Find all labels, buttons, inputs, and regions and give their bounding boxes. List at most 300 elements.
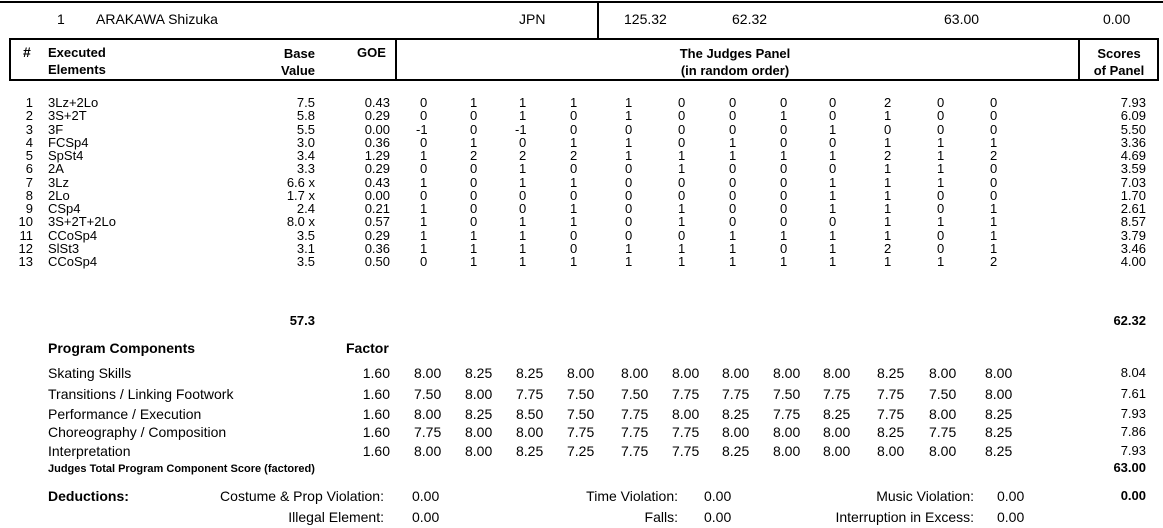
element-judge-score: 1 [678,148,686,163]
element-judge-score: 0 [829,95,837,110]
element-base-value: 2.4 [296,201,315,216]
header-divider-left [395,38,397,81]
element-judge-score: 0 [420,254,428,269]
element-judge-score: 0 [780,95,788,110]
component-judge-score: 8.00 [414,406,442,422]
element-judge-score: 0 [420,187,428,203]
element-judge-score: 1 [519,214,527,230]
component-judge-score: 7.50 [621,386,649,402]
element-judge-score: 0 [678,95,686,110]
element-judge-score: 0 [780,161,788,177]
component-judge-score: 8.00 [773,424,801,440]
element-judge-score: 0 [570,240,578,256]
element-num: 13 [18,254,33,269]
component-judge-score: 8.00 [985,365,1013,381]
element-judge-score: 0 [990,161,998,177]
element-judge-score: 0 [420,134,428,150]
component-judge-score: 7.75 [621,424,649,440]
element-panel-score: 7.03 [1120,174,1146,190]
element-judge-score: 1 [729,148,737,163]
element-name: CCoSp4 [48,254,98,269]
element-judge-score: 0 [780,174,788,190]
element-judge-score: 1 [990,227,998,243]
element-judge-score: 1 [519,240,527,256]
element-goe: 0.36 [364,134,390,150]
component-judge-score: 8.00 [722,424,750,440]
element-goe: 0.00 [364,187,390,203]
element-judge-score: 0 [470,214,478,230]
element-panel-score: 1.70 [1120,187,1146,203]
component-judge-score: 8.00 [722,365,750,381]
element-judge-score: 0 [625,121,633,137]
component-judge-score: 7.75 [773,406,801,422]
element-name: 3Lz+2Lo [48,95,99,110]
element-judge-score: 1 [625,148,633,163]
music-value: 0.00 [997,488,1025,504]
component-judge-score: 7.75 [823,386,851,402]
element-judge-score: 2 [884,148,892,163]
component-judge-score: 7.75 [567,424,595,440]
component-judge-score: 8.00 [823,365,851,381]
component-panel-score: 7.93 [1120,406,1146,421]
element-base-value: 8.0 x [286,214,315,230]
component-judge-score: 7.75 [672,424,700,440]
element-judge-score: 1 [420,227,428,243]
element-num: 2 [25,108,33,124]
element-judge-score: 0 [937,95,945,110]
component-judge-score: 8.25 [985,406,1013,422]
element-judge-score: 1 [829,121,837,137]
component-judge-score: 7.50 [929,386,957,402]
element-name: CCoSp4 [48,227,98,243]
time-label: Time Violation: [586,488,678,504]
element-base-value: 3.3 [296,161,315,177]
costume-value: 0.00 [412,488,440,504]
element-panel-score: 4.69 [1120,148,1146,163]
element-panel-score: 2.61 [1120,201,1146,216]
element-judge-score: 1 [625,254,633,269]
skater-name: ARAKAWA Shizuka [96,11,218,27]
component-name: Choreography / Composition [48,424,227,440]
component-judge-score: 8.25 [985,424,1013,440]
element-name: 3S+2T [48,108,87,124]
element-num: 1 [25,95,33,110]
components-total: 63.00 [1113,460,1146,475]
illegal-label: Illegal Element: [288,509,384,525]
component-judge-score: 8.25 [823,406,851,422]
element-goe: 0.21 [364,201,390,216]
header-scores: Scores [1097,46,1141,61]
component-judge-score: 8.25 [516,365,544,381]
element-judge-score: 0 [570,187,578,203]
element-judge-score: 0 [884,121,892,137]
element-goe: 0.50 [364,254,390,269]
element-judge-score: 2 [990,254,998,269]
element-goe: 0.29 [364,227,390,243]
element-judge-score: 0 [729,161,737,177]
element-judge-score: 0 [937,240,945,256]
element-judge-score: 1 [884,108,892,124]
element-judge-score: 1 [829,187,837,203]
element-judge-score: 1 [729,240,737,256]
element-judge-score: 0 [729,95,737,110]
component-judge-score: 7.75 [621,406,649,422]
element-judge-score: 1 [884,187,892,203]
component-factor: 1.60 [362,424,390,440]
element-panel-score: 5.50 [1120,121,1146,137]
element-judge-score: 0 [570,121,578,137]
element-judge-score: 1 [990,240,998,256]
element-judge-score: 1 [884,201,892,216]
element-goe: 0.00 [364,121,390,137]
component-judge-score: 7.50 [773,386,801,402]
deductions-total: 0.00 [1120,488,1146,503]
element-name: 3F [48,121,64,137]
element-judge-score: 0 [937,187,945,203]
component-judge-score: 8.00 [414,365,442,381]
component-judge-score: 8.25 [877,424,905,440]
element-base-value: 3.1 [296,240,315,256]
components-title: Program Components [48,340,196,356]
element-name: FCSp4 [48,134,89,150]
component-judge-score: 8.00 [672,406,700,422]
component-judge-score: 8.00 [672,365,700,381]
component-judge-score: 7.50 [414,386,442,402]
element-judge-score: 0 [990,121,998,137]
element-goe: 0.36 [364,240,390,256]
element-judge-score: 1 [729,254,737,269]
element-num: 9 [25,201,33,216]
element-judge-score: 0 [625,201,633,216]
component-panel-score: 7.93 [1120,443,1146,458]
music-label: Music Violation: [876,488,974,504]
element-judge-score: 1 [884,174,892,190]
element-judge-score: 1 [570,214,578,230]
element-base-value: 3.0 [296,134,315,150]
component-judge-score: 8.00 [877,443,905,459]
element-judge-score: 2 [470,148,478,163]
component-panel-score: 8.04 [1120,365,1146,380]
element-judge-score: 0 [780,240,788,256]
element-judge-score: 1 [519,95,527,110]
element-judge-score: 2 [570,148,578,163]
top-divider [597,2,599,38]
component-judge-score: 7.75 [929,424,957,440]
element-judge-score: 1 [780,254,788,269]
element-judge-score: 1 [780,108,788,124]
element-judge-score: 1 [570,254,578,269]
element-judge-score: 1 [829,201,837,216]
component-judge-score: 8.00 [823,443,851,459]
element-judge-score: 0 [937,201,945,216]
element-judge-score: 0 [990,95,998,110]
element-goe: 0.29 [364,161,390,177]
element-num: 4 [25,134,33,150]
element-judge-score: 1 [829,240,837,256]
element-judge-score: 0 [470,121,478,137]
element-judge-score: 1 [829,174,837,190]
element-judge-score: 1 [678,240,686,256]
element-judge-score: 1 [420,148,428,163]
element-judge-score: 0 [625,227,633,243]
element-name: 2Lo [48,187,70,203]
element-judge-score: 0 [937,108,945,124]
element-base-value: 3.4 [296,148,315,163]
element-judge-score: 1 [884,214,892,230]
component-judge-score: 7.75 [877,386,905,402]
component-judge-score: 7.75 [516,386,544,402]
header-box [9,38,1159,81]
component-judge-score: 8.25 [516,443,544,459]
element-judge-score: 1 [678,254,686,269]
element-judge-score: 0 [937,121,945,137]
element-goe: 0.57 [364,214,390,230]
component-judge-score: 7.50 [567,406,595,422]
component-judge-score: 8.00 [621,365,649,381]
element-name: CSp4 [48,201,81,216]
element-judge-score: 1 [420,174,428,190]
element-judge-score: 0 [470,201,478,216]
components-total-label: Judges Total Program Component Score (factored) [48,463,315,475]
element-judge-score: 0 [420,95,428,110]
element-judge-score: 1 [470,95,478,110]
element-judge-score: 0 [729,121,737,137]
component-judge-score: 7.75 [722,386,750,402]
element-num: 12 [18,240,33,256]
element-panel-score: 3.59 [1120,161,1146,177]
element-judge-score: 0 [420,108,428,124]
element-panel-score: 8.57 [1120,214,1146,230]
interruption-label: Interruption in Excess: [835,509,974,525]
header-executed: Executed [48,45,106,60]
header-of-panel: of Panel [1093,63,1145,78]
element-judge-score: 1 [570,134,578,150]
element-judge-score: 1 [884,134,892,150]
component-judge-score: 7.75 [414,424,442,440]
element-judge-score: 1 [470,227,478,243]
element-name: SlSt3 [48,240,80,256]
element-judge-score: 0 [678,108,686,124]
element-judge-score: 2 [990,148,998,163]
element-judge-score: 0 [420,161,428,177]
element-judge-score: 0 [470,187,478,203]
element-panel-score: 3.46 [1120,240,1146,256]
element-judge-score: 1 [625,108,633,124]
element-goe: 1.29 [364,148,390,163]
component-judge-score: 8.00 [773,443,801,459]
element-judge-score: 1 [570,95,578,110]
elements-total-score: 62.32 [1113,313,1146,328]
element-judge-score: 1 [829,254,837,269]
element-judge-score: 0 [780,187,788,203]
element-name: SpSt4 [48,148,84,163]
skater-rank: 1 [57,11,65,27]
element-judge-score: 0 [729,214,737,230]
total-segment-score: 125.32 [624,11,667,27]
element-num: 6 [25,161,33,177]
element-judge-score: 0 [729,201,737,216]
element-base-value: 3.5 [296,254,315,269]
component-judge-score: 8.00 [773,365,801,381]
element-judge-score: 1 [937,134,945,150]
element-judge-score: 0 [990,174,998,190]
element-judge-score: 1 [625,240,633,256]
element-judge-score: 0 [780,214,788,230]
element-judge-score: -1 [515,121,527,137]
component-judge-score: 8.00 [929,365,957,381]
element-judge-score: 0 [625,161,633,177]
element-judge-score: 1 [990,201,998,216]
element-judge-score: 0 [990,108,998,124]
element-judge-score: 1 [519,161,527,177]
element-judge-score: 0 [990,187,998,203]
element-judge-score: 1 [884,227,892,243]
element-judge-score: 1 [990,214,998,230]
component-judge-score: 8.00 [414,443,442,459]
component-panel-score: 7.86 [1120,424,1146,439]
element-name: 3Lz [48,174,69,190]
header-num: # [23,44,31,60]
component-factor: 1.60 [362,443,390,459]
element-judge-score: 1 [780,148,788,163]
interruption-value: 0.00 [997,509,1025,525]
component-judge-score: 8.00 [929,406,957,422]
component-panel-score: 7.61 [1120,386,1146,401]
component-judge-score: 8.00 [465,443,493,459]
element-judge-score: 0 [829,108,837,124]
element-goe: 0.43 [364,95,390,110]
element-judge-score: 0 [625,214,633,230]
header-value: Value [281,63,315,78]
element-judge-score: 0 [470,161,478,177]
component-name: Performance / Execution [48,406,202,422]
component-judge-score: 8.00 [567,365,595,381]
element-judge-score: 2 [884,240,892,256]
element-judge-score: 1 [519,254,527,269]
element-judge-score: 0 [678,187,686,203]
element-base-value: 5.8 [296,108,315,124]
element-judge-score: 1 [829,148,837,163]
component-judge-score: 8.25 [985,443,1013,459]
component-judge-score: 7.75 [877,406,905,422]
element-panel-score: 7.93 [1120,95,1146,110]
component-judge-score: 8.25 [722,406,750,422]
element-judge-score: 1 [625,95,633,110]
element-judge-score: 1 [625,134,633,150]
component-factor: 1.60 [362,386,390,402]
element-judge-score: 1 [884,254,892,269]
element-num: 5 [25,148,33,163]
component-name: Interpretation [48,443,131,459]
element-judge-score: 0 [678,134,686,150]
element-judge-score: 2 [884,95,892,110]
element-panel-score: 4.00 [1120,254,1146,269]
element-judge-score: 1 [470,254,478,269]
element-judge-score: 1 [829,227,837,243]
element-judge-score: 1 [420,240,428,256]
component-factor: 1.60 [362,365,390,381]
element-panel-score: 3.79 [1120,227,1146,243]
element-judge-score: 0 [829,214,837,230]
time-value: 0.00 [704,488,732,504]
illegal-value: 0.00 [412,509,440,525]
component-name: Transitions / Linking Footwork [48,386,234,402]
component-judge-score: 8.00 [985,386,1013,402]
element-num: 11 [19,227,33,243]
element-goe: 0.29 [364,108,390,124]
element-base-value: 6.6 x [286,174,315,190]
element-judge-score: 0 [729,108,737,124]
component-judge-score: 7.50 [567,386,595,402]
element-judge-score: 1 [780,227,788,243]
element-name: 3S+2T+2Lo [48,214,116,230]
element-judge-score: 0 [519,187,527,203]
total-element-score: 62.32 [732,11,768,27]
element-judge-score: 0 [625,174,633,190]
element-judge-score: 0 [729,174,737,190]
element-base-value: 3.5 [296,227,315,243]
element-judge-score: 1 [937,174,945,190]
element-judge-score: 0 [470,108,478,124]
component-judge-score: 8.00 [823,424,851,440]
element-num: 3 [25,121,33,137]
element-judge-score: -1 [416,121,428,137]
element-name: 2A [48,161,64,177]
element-base-value: 7.5 [296,95,315,110]
element-base-value: 5.5 [296,121,315,137]
element-num: 10 [18,214,33,230]
element-judge-score: 1 [729,134,737,150]
element-judge-score: 1 [519,174,527,190]
components-factor-label: Factor [346,340,389,356]
element-judge-score: 1 [884,161,892,177]
element-judge-score: 1 [678,201,686,216]
element-goe: 0.43 [364,174,390,190]
element-judge-score: 0 [519,134,527,150]
element-judge-score: 1 [570,201,578,216]
element-judge-score: 1 [729,227,737,243]
component-judge-score: 8.50 [516,406,544,422]
element-num: 7 [25,174,33,190]
falls-label: Falls: [644,509,678,525]
component-judge-score: 7.25 [567,443,595,459]
element-judge-score: 0 [678,121,686,137]
element-judge-score: 1 [678,161,686,177]
component-judge-score: 8.25 [722,443,750,459]
element-judge-score: 0 [470,174,478,190]
element-judge-score: 0 [570,161,578,177]
element-judge-score: 1 [570,174,578,190]
component-judge-score: 8.00 [465,386,493,402]
header-base: Base [283,46,315,61]
element-judge-score: 1 [678,214,686,230]
total-deductions: 0.00 [1103,11,1131,27]
element-judge-score: 1 [990,134,998,150]
element-judge-score: 2 [519,148,527,163]
total-component-score: 63.00 [944,11,980,27]
element-judge-score: 0 [780,134,788,150]
element-panel-score: 6.09 [1120,108,1146,124]
component-judge-score: 8.25 [465,365,493,381]
skater-nation: JPN [519,11,546,27]
component-judge-score: 7.75 [672,443,700,459]
element-judge-score: 1 [470,134,478,150]
element-judge-score: 1 [937,148,945,163]
element-judge-score: 0 [780,121,788,137]
component-judge-score: 8.00 [465,424,493,440]
component-judge-score: 7.75 [621,443,649,459]
element-judge-score: 1 [519,227,527,243]
